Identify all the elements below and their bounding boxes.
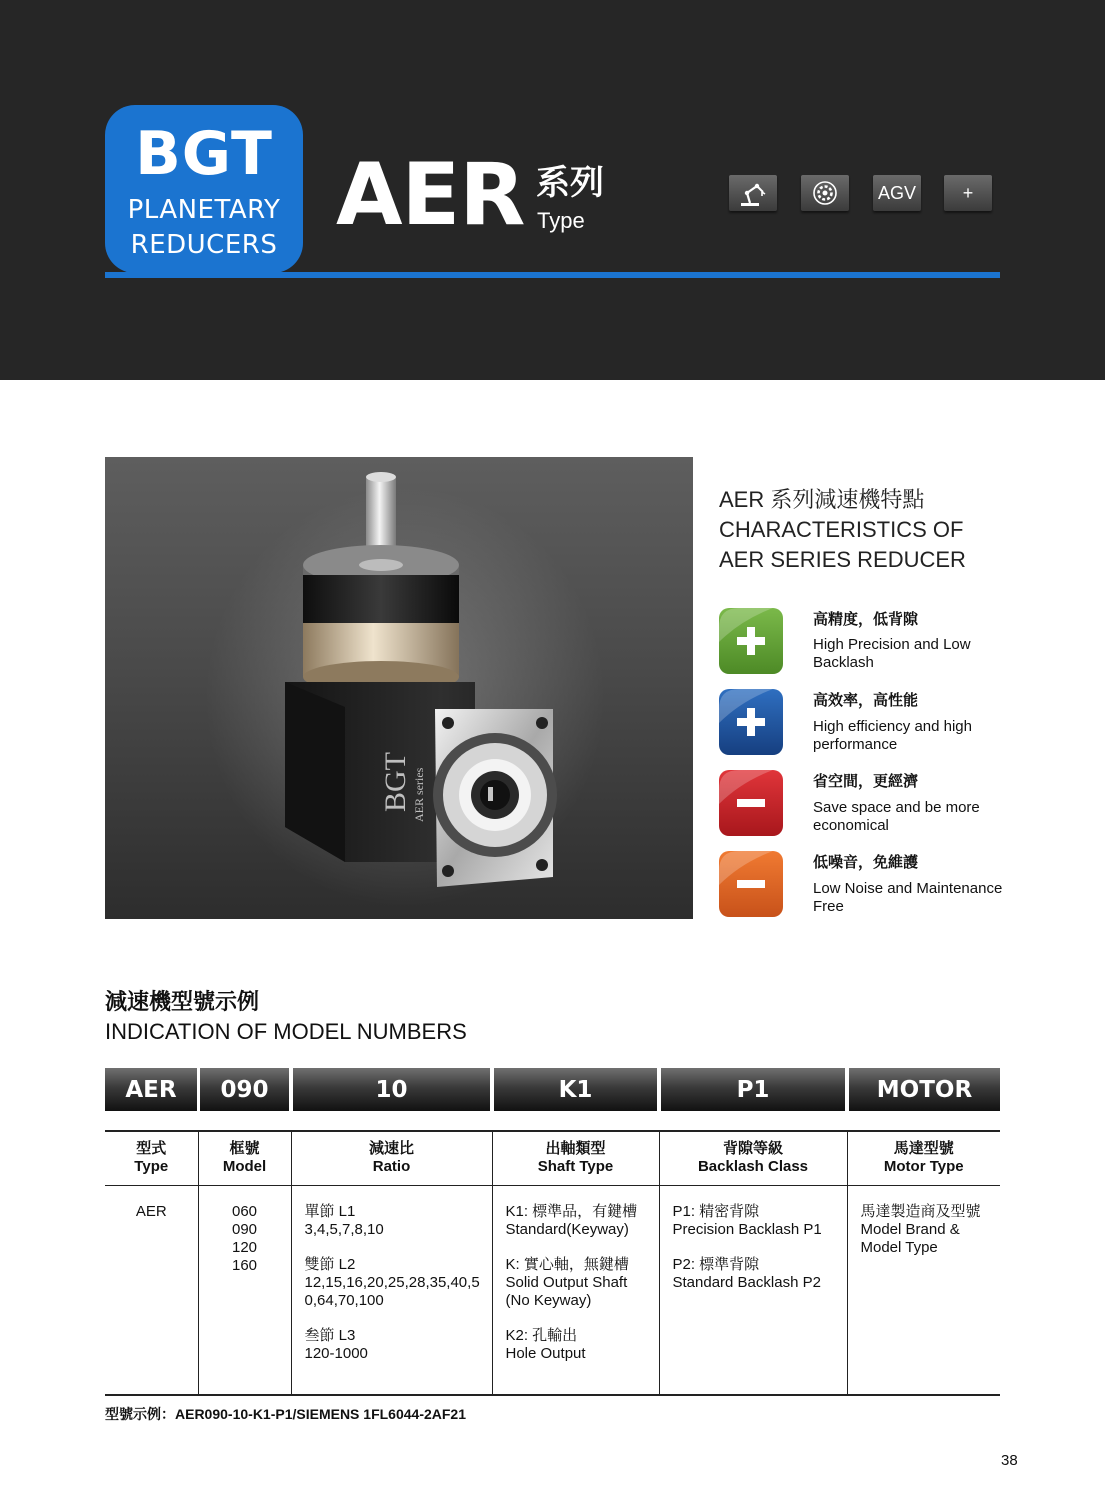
code-part-shaft: K1 — [494, 1068, 657, 1111]
series-name: AER — [336, 145, 525, 245]
characteristics-title — [719, 485, 1019, 575]
plus-badge — [944, 175, 992, 211]
table-header-row — [105, 1131, 1000, 1185]
header-motor-type — [847, 1131, 1000, 1185]
characteristics-title-en-2: AER SERIES REDUCER — [719, 547, 966, 572]
feature-cn-noise: 低噪音，免維護 — [813, 854, 919, 871]
logo-line-planetary: PLANETARY — [127, 195, 281, 225]
agv-text: AGV — [877, 182, 916, 203]
ratio-single-values: 3,4,5,7,8,10 — [304, 1220, 384, 1238]
code-part-model: 090 — [200, 1068, 289, 1111]
header-en: Model — [222, 1158, 267, 1176]
backlash-p2-en: Standard Backlash P2 — [672, 1273, 821, 1291]
plus-icon — [719, 689, 783, 755]
indication-title-en: INDICATION OF MODEL NUMBERS — [105, 1019, 467, 1044]
header-cn: 出軸類型 — [545, 1140, 606, 1158]
cell-type — [105, 1185, 198, 1395]
backlash-p1-en: Precision Backlash P1 — [672, 1220, 822, 1238]
code-part-backlash: P1 — [661, 1068, 845, 1111]
shaft-k1-en: Standard(Keyway) — [505, 1220, 629, 1238]
shaft-k-cn: K: 實心軸，無鍵槽 — [505, 1255, 629, 1273]
motor-en-2: Model Type — [860, 1238, 938, 1256]
shaft-k-en-2: (No Keyway) — [505, 1291, 592, 1309]
feature-en-space: Save space and be more economical — [813, 799, 980, 834]
series-cn-label: 系列 — [536, 164, 604, 202]
page-header — [0, 0, 1105, 380]
cell-motor-type — [847, 1185, 1000, 1395]
header-cn: 框號 — [229, 1140, 260, 1158]
logo-line-reducers: REDUCERS — [130, 230, 278, 260]
agv-label-badge — [873, 175, 921, 211]
header-backlash-class — [659, 1131, 847, 1185]
shaft-k2-cn: K2: 孔輸出 — [505, 1326, 578, 1344]
cell-model — [198, 1185, 291, 1395]
feature-en-noise: Low Noise and Maintenance Free — [813, 880, 1003, 915]
feature-cn-space: 省空間，更經濟 — [813, 773, 919, 790]
robot-arm-icon — [729, 175, 777, 211]
model-spec-table — [105, 1130, 1000, 1396]
model-value: 160 — [231, 1256, 258, 1274]
shaft-k2-en: Hole Output — [505, 1344, 586, 1362]
indication-title-cn: 減速機型號示例 — [105, 989, 260, 1014]
table-row — [105, 1185, 1000, 1395]
gear-icon — [801, 175, 849, 211]
motor-cn: 馬達製造商及型號 — [860, 1202, 981, 1220]
header-ratio — [291, 1131, 492, 1185]
plus-icon — [719, 608, 783, 674]
header-divider — [105, 272, 1000, 278]
cell-shaft-type — [492, 1185, 659, 1395]
ratio-double-label: 雙節 L2 — [304, 1255, 356, 1273]
plus-text: + — [962, 182, 974, 203]
model-value: 090 — [231, 1220, 258, 1238]
ratio-single-label: 單節 L1 — [304, 1202, 356, 1220]
type-value: AER — [135, 1202, 167, 1220]
series-type-label: Type — [537, 208, 585, 233]
header-cn: 型式 — [136, 1140, 167, 1158]
ratio-double-values-1: 12,15,16,20,25,28,35,40,5 — [304, 1273, 480, 1291]
motor-en-1: Model Brand & — [860, 1220, 960, 1238]
header-en: Motor Type — [883, 1158, 964, 1176]
feature-en-precision: High Precision and Low Backlash — [813, 636, 971, 671]
logo-bgt-text: BGT — [135, 119, 273, 189]
page-number: 38 — [1001, 1452, 1018, 1469]
code-part-motor: MOTOR — [849, 1068, 1000, 1111]
shaft-k-en-1: Solid Output Shaft — [505, 1273, 628, 1291]
header-cn: 減速比 — [368, 1140, 414, 1158]
ratio-double-values-2: 0,64,70,100 — [304, 1291, 384, 1309]
header-cn: 馬達型號 — [893, 1140, 954, 1158]
header-en: Ratio — [372, 1158, 411, 1176]
header-en: Shaft Type — [537, 1158, 614, 1176]
header-shaft-type — [492, 1131, 659, 1185]
header-en: Backlash Class — [697, 1158, 809, 1176]
ratio-triple-values: 120-1000 — [304, 1344, 368, 1362]
shaft-k1-cn: K1: 標準品，有鍵槽 — [505, 1202, 638, 1220]
brand-logo — [105, 105, 303, 273]
model-example: 型號示例：AER090-10-K1-P1/SIEMENS 1FL6044-2AF21 — [105, 1406, 467, 1422]
model-value: 120 — [231, 1238, 258, 1256]
code-part-type: AER — [105, 1068, 197, 1111]
feature-cn-precision: 高精度，低背隙 — [813, 611, 919, 628]
header-type — [105, 1131, 198, 1185]
product-series-mark: AER series — [412, 767, 426, 822]
product-photo — [105, 457, 693, 919]
minus-icon — [719, 770, 783, 836]
minus-icon — [719, 851, 783, 917]
characteristics-title-cn: AER 系列減速機特點 — [719, 487, 925, 512]
product-brand-mark: BGT — [379, 752, 412, 812]
header-en: Type — [134, 1158, 169, 1176]
header-model — [198, 1131, 291, 1185]
gear-reducer-illustration — [105, 457, 693, 919]
cell-ratio — [291, 1185, 492, 1395]
feature-en-efficiency: High efficiency and high performance — [813, 718, 972, 753]
feature-cn-efficiency: 高效率，高性能 — [813, 692, 919, 709]
code-part-ratio: 10 — [293, 1068, 490, 1111]
model-value: 060 — [231, 1202, 258, 1220]
backlash-p2-cn: P2: 標準背隙 — [672, 1255, 760, 1273]
backlash-p1-cn: P1: 精密背隙 — [672, 1202, 760, 1220]
cell-backlash-class — [659, 1185, 847, 1395]
characteristics-title-en-1: CHARACTERISTICS OF — [719, 517, 964, 542]
ratio-triple-label: 叁節 L3 — [304, 1326, 356, 1344]
header-cn: 背隙等級 — [722, 1140, 783, 1158]
